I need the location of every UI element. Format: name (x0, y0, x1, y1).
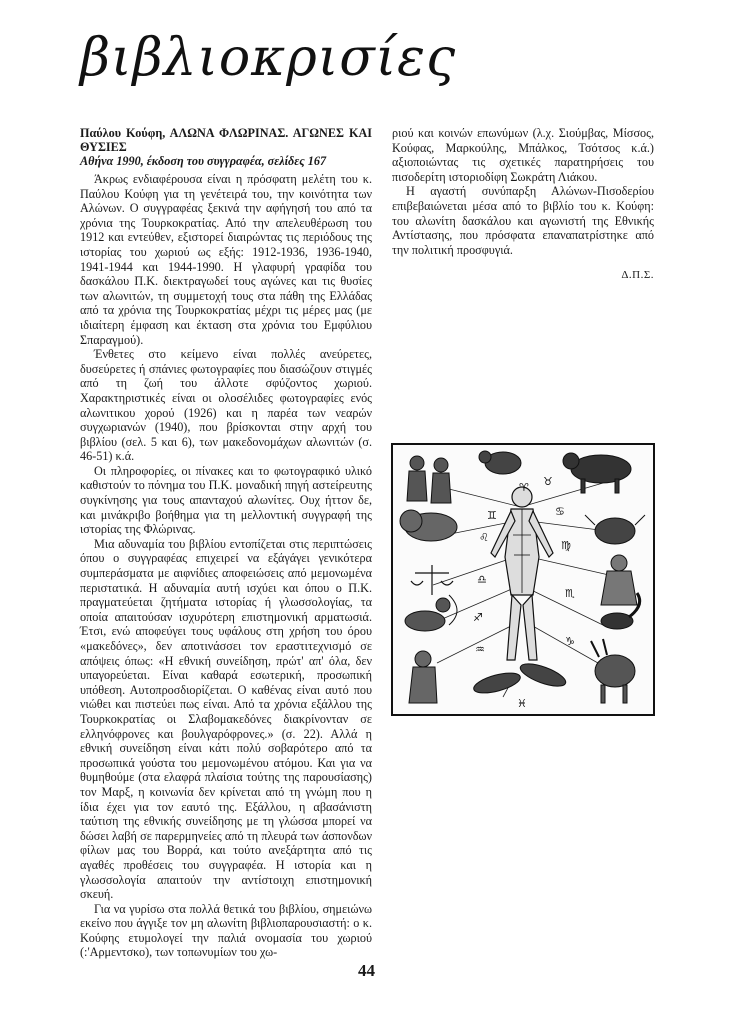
paragraph: Μια αδυναμία του βιβλίου εντοπίζεται στις περιπτώσεις όπου ο συγγραφέας επιχειρεί να εξάγάγει γενικότερα συμπεράσματα με αιφνίδιες αποφειώσεις από μεμονωμένα περιστατικά. Η αδυναμία αυτή ισχύει και όπου ο Π.Κ. πραγματεύεται ζητήματα ιστορίας ή γλωσσολογίας, τα οποία απαιτούσαν ισχυρότερη επιστημονική αρματωσιά. Έτσι, ενώ αποφεύγει τους υφάλους στη χρήση του όρου «μακεδόνες», δεν αποτινάσσει τον εραστιτεχνισμό σε απόψεις όπως: «Η εθνική συνείδηση, πρώτ' απ' όλα, δεν υπαγορεύεται. Είναι καθαρά εσωτερική, προσωπική υπόθεση. Αυτοπροσδιορίζεται. Ο καθένας είναι αυτό που νιώθει και πιστεύει πως είναι. Από τα χρόνια εξάλλου της Τουρκοκρατίας οι Σλαβομακεδόνες διακρίνονταν σε ελληνόφρονες και βουλγαρόφρονες.» (σ. 22). Αλλά η εθνική συνείδηση είναι κάτι πολύ σοβαρότερο από τα προσωπικά γούστα του μεμονωμένου ατόμου. Και για να θυμηθούμε (στα ελαφρά πλαίσια τούτης της παρουσίασης) τον Μαρξ, η κοινωνία δεν κρίνεται από τη γνώμη που η ίδια έχει για τον εαυτό της. Εξάλλου, η αβασάνιστη ταύτιση της εθνικής συνείδησης με τη γλώσσα μπορεί να δώσει λαβή σε παρερμηνείες από τη πλευρά των άσπονδων φίλων μας του Βορρά, και τούτο ανεξάρτητα από τις αγαθές προθέσεις του συγγραφέα. Η ιστορία και η γλωσσολογία απαιτούν την αντίστοιχη επιστημονική σκευή. (80, 536, 372, 902)
libra-symbol: ♎ (477, 573, 487, 586)
left-column (80, 126, 372, 960)
publication-info: Αθήνα 1990, έκδοση του συγγραφέα, σελίδες 167 (80, 154, 327, 168)
right-column (392, 126, 654, 257)
book-heading (80, 126, 372, 168)
zodiac-illustration (391, 443, 655, 716)
book-title: Παύλου Κούφη, ΑΛΩΝΑ ΦΛΩΡΙΝΑΣ. ΑΓΩΝΕΣ ΚΑΙ ΘΥΣΙΕΣ (80, 126, 372, 154)
scorpio-symbol: ♏ (565, 587, 575, 600)
paragraph-continuation: ριού και κοινών επωνύμων (λ.χ. Σιούμβας, Μίσσος, Κούφας, Μαρκούλης, Μπάλκος, Τσότσος κ.ά.) αξιοποιώντας τις σχετικές παρατηρήσεις του πισοδερίτη ιστοριοδίφη Σωκράτη Λιάκου. (392, 126, 654, 184)
review-signature: Δ.Π.Σ. (621, 269, 654, 281)
pisces-symbol: ♓ (517, 697, 527, 710)
paragraph: Για να γυρίσω στα πολλά θετικά του βιβλίου, σημειώνω εκείνο που άγγιξε τον μη αλωνίτη βιβλιοπαρουσιαστή: ο κ. Κούφης ετυμολογεί την παλιά ονομασία του χωριού (:'Αρμεντσκο), των τοπωνυμίων του χω- (80, 901, 372, 960)
zodiac-man-image (393, 445, 653, 714)
paragraph: Άκρως ενδιαφέρουσα είναι η πρόσφατη μελέτη του κ. Παύλου Κούφη για τη γενέτειρά του, την κοινότητα των Αλώνων. Ο συγγραφέας ξεκινά την αφήγησή του από τα χρόνια της Τουρκοκρατίας. Από την απελευθέρωση του 1912 και εντεύθεν, εξιστορεί διαιρώντας τις περιόδους της ιστορίας του χωριού ως εξής: 1912-1936, 1936-1940, 1941-1944 και 1944-1990. Η γλαφυρή γραφίδα του δασκάλου Π.Κ. διεκτραγωδεί τους αγώνες και τις θυσίες των αλωνιτών, τη συμμετοχή τους στα πάθη της Ελλάδας από τα χρόνια της Τουρκοκρατίας μέχρι τις μέρες μας (με ιδιαίτερη έμφαση και έκταση στα χρόνια του Εμφύλιου Σπαραγμού). (80, 172, 372, 347)
sagittarius-symbol: ♐ (473, 611, 483, 624)
virgo-symbol: ♍ (561, 539, 571, 552)
page-number: 44 (358, 961, 375, 980)
paragraph: Οι πληροφορίες, οι πίνακες και το φωτογραφικό υλικό καθιστούν το πόνημα του Π.Κ. μοναδική πηγή αστείρευτης συγκίνησης για τους απανταχού αλωνίτες. Ουχ ήττον δε, και μινάκριβο βοήθημα για τη μελλοντική συγγραφή της ιστορίας της Φλώρινας. (80, 463, 372, 537)
cancer-symbol: ♋ (555, 505, 565, 518)
paragraph: Η αγαστή συνύπαρξη Αλώνων-Πισοδερίου επιβεβαιώνεται μέσα από το βιβλίο του κ. Κούφη: του αλωνίτη δασκάλου και αγωνιστή της Εθνικής Αντίστασης, που πρόσφατα επαναπατρίστηκε από την πολιτική προσφυγιά. (392, 184, 654, 257)
capricorn-symbol: ♑ (565, 635, 575, 648)
taurus-symbol: ♉ (543, 475, 553, 488)
aquarius-symbol: ♒ (475, 643, 485, 656)
aries-symbol: ♈ (519, 481, 529, 494)
section-title: βιβλιοκρισίες (80, 28, 457, 88)
gemini-symbol: ♊ (487, 509, 497, 522)
leo-symbol: ♌ (479, 531, 489, 544)
paragraph: Ένθετες στο κείμενο είναι πολλές ανεύρετες, δυσεύρετες ή σπάνιες φωτογραφίες που διασώζουν στιγμές από τη ζωή του άλλοτε σφύζοντος χωριού. Χαρακτηριστικές είναι οι ολοσέλιδες φωτογραφίες ενός αλωνιτικου χορού (1926) και η παρέα των νεαρών συγχωριανών (1940), που βρίσκονται στην αρχή του βιβλίου (σελ. 5 και 6), των μακεδονομάχων αλωνιτών (σ. 46-51) κ.ά. (80, 347, 372, 464)
